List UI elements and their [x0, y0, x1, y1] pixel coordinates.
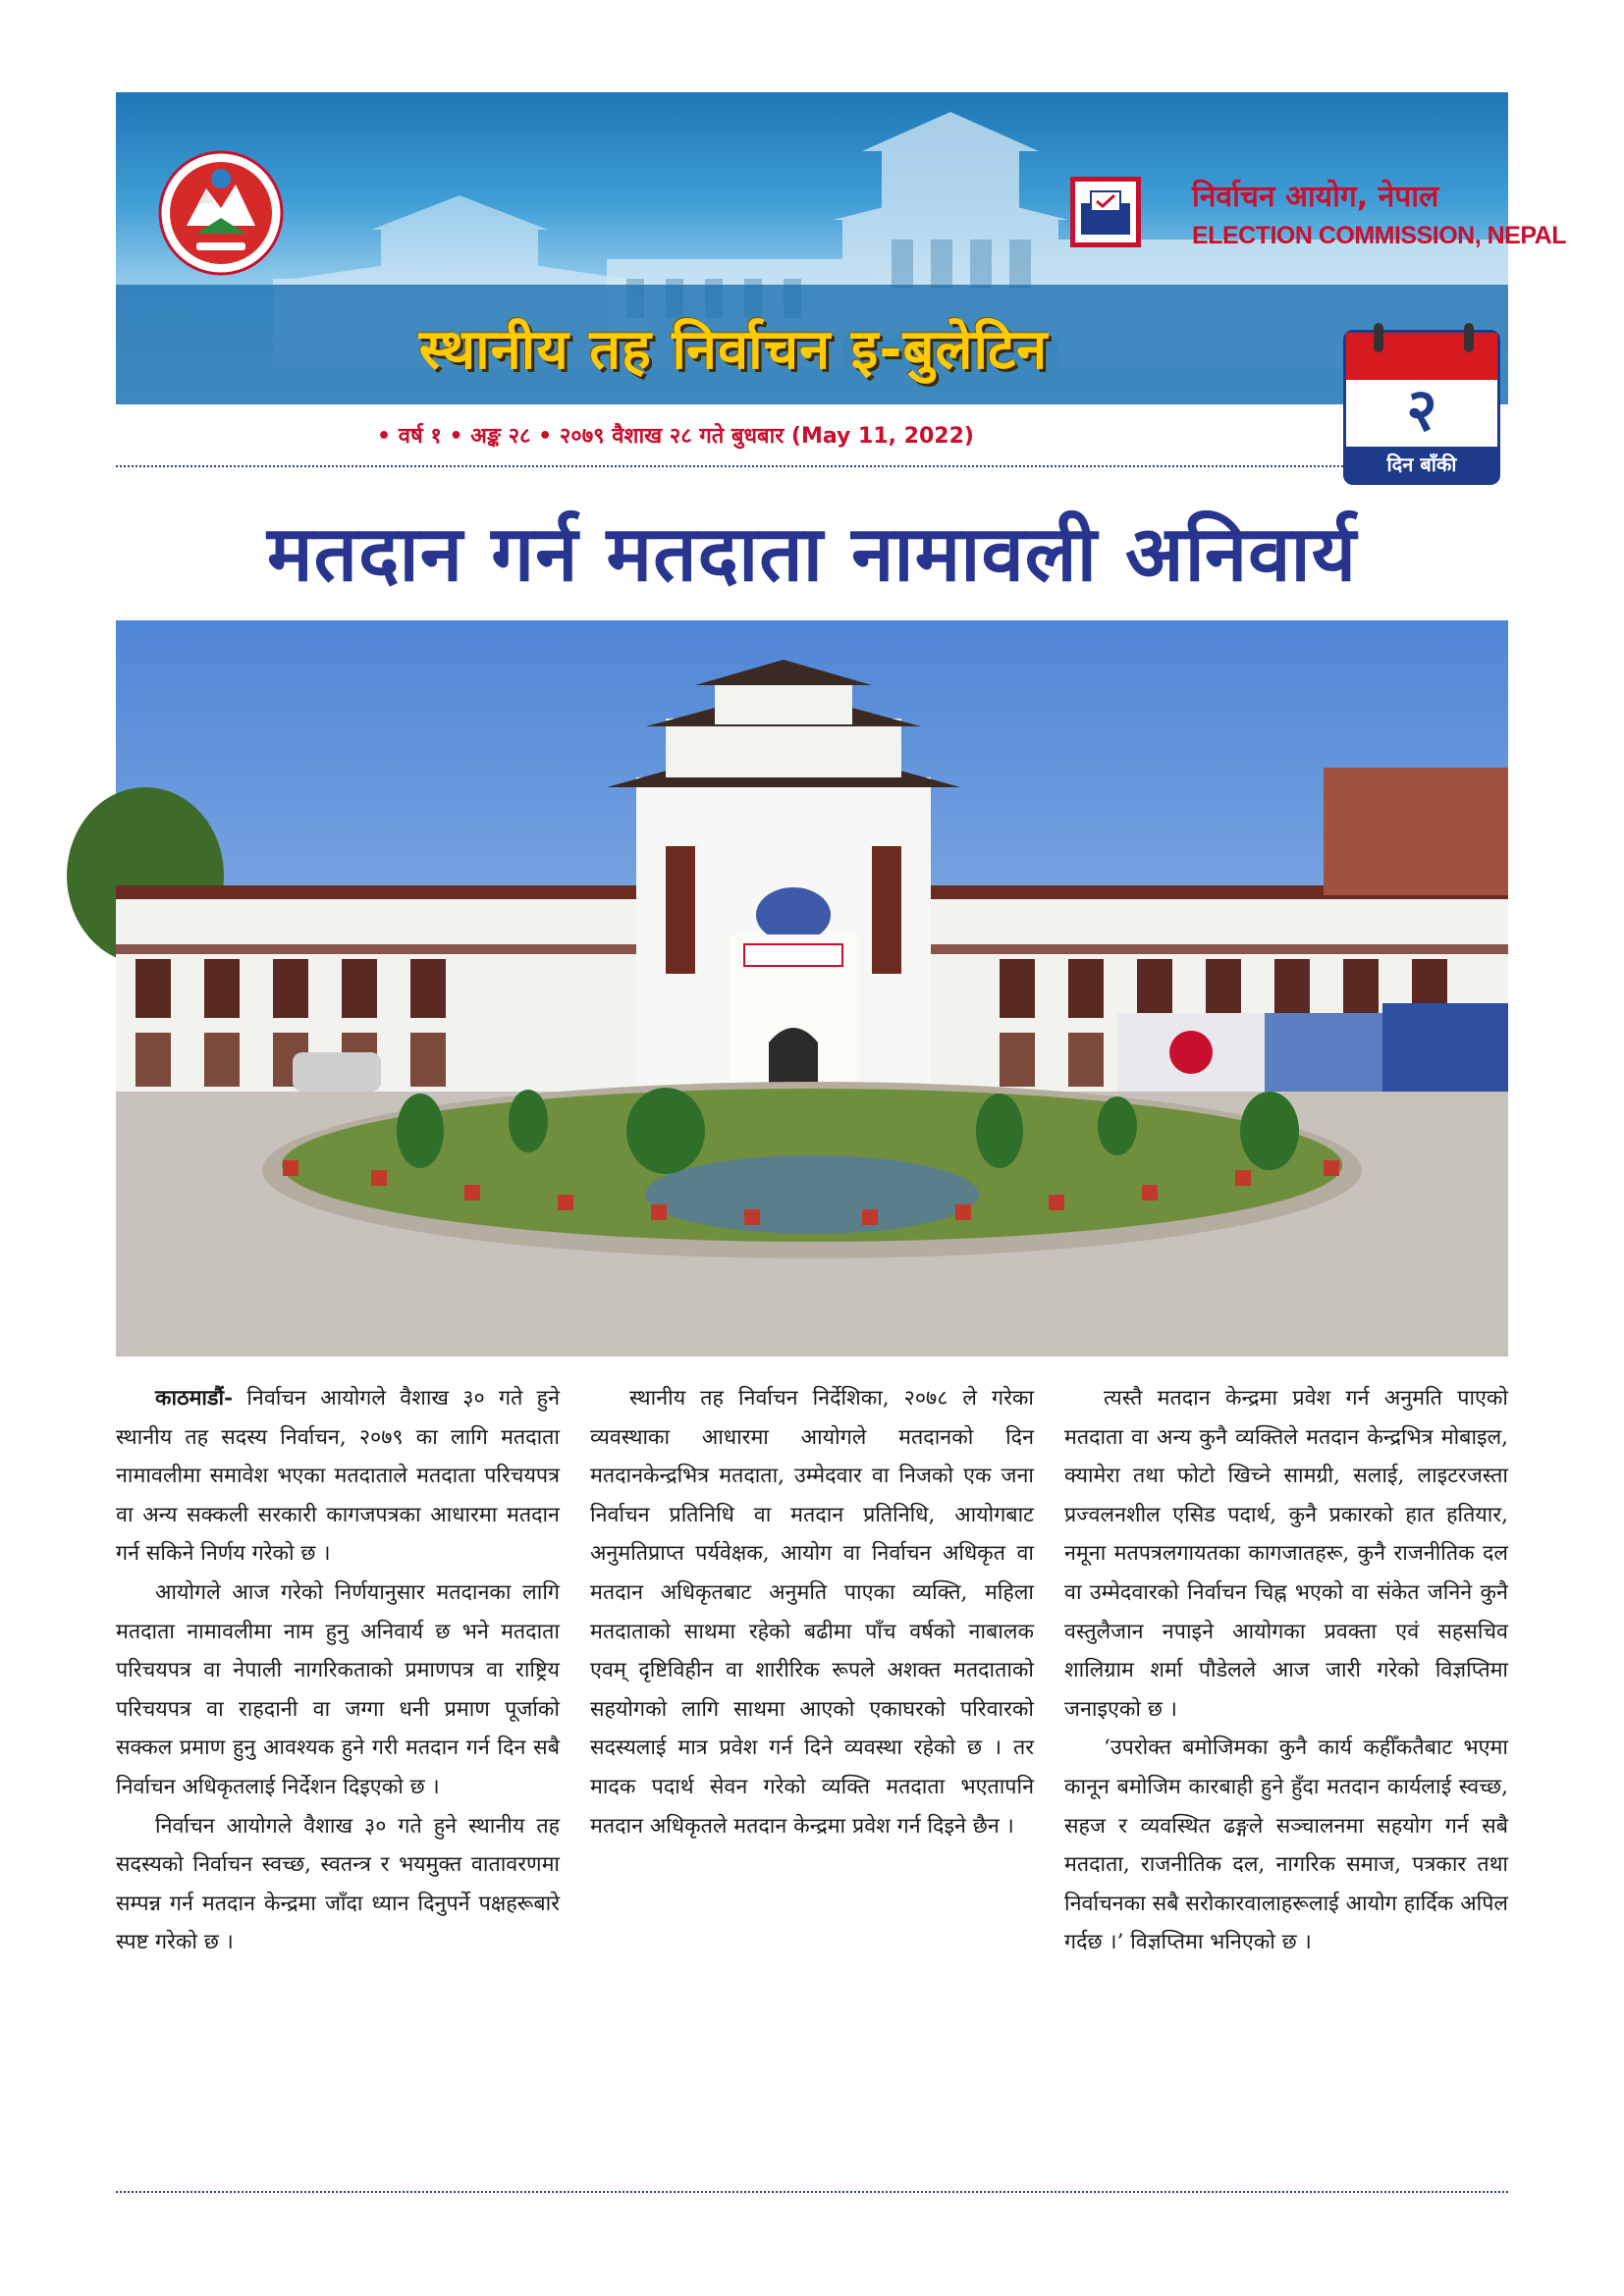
commission-name-nepali: निर्वाचन आयोग, नेपाल [1192, 180, 1439, 214]
article-column-1 [116, 1379, 560, 2184]
bulletin-title: स्थानीय तह निर्वाचन इ-बुलेटिन [418, 318, 1049, 382]
paragraph-text: निर्वाचन आयोगले वैशाख ३० गते हुने स्थानीय तह सदस्य निर्वाचन, २०७९ का लागि मतदाता नामावलीमा समावेश भएका मतदाताले मतदाता परिचयपत्र वा अन्य सक्कली सरकारी कागजपत्रका आधारमा मतदान गर्न सकिने निर्णय गरेको छ । [116, 1386, 560, 1567]
article-paragraph: आयोगले आज गरेको निर्णयानुसार मतदानका लागि मतदाता नामावलीमा नाम हुनु अनिवार्य छ भने मतदाता परिचयपत्र वा नेपाली नागरिकताको प्रमाणपत्र वा राष्ट्रिय परिचयपत्र वा राहदानी वा जग्गा धनी प्रमाण पूर्जाको सक्कल प्रमाण हुनु आवश्यक हुने गरी मतदान गर्न दिन सबै निर्वाचन अधिकृतलाई निर्देशन दिइएको छ । [116, 1579, 560, 1799]
article-paragraph: स्थानीय तह निर्वाचन निर्देशिका, २०७८ ले गरेका व्यवस्थाका आधारमा आयोगले मतदानको दिन मतदानकेन्द्रभित्र मतदाता, उम्मेदवार वा निजको एक जना निर्वाचन प्रतिनिधि वा मतदान प्रतिनिधि, आयोगबाट अनुमतिप्राप्त पर्यवेक्षक, आयोग वा निर्वाचन अधिकृत वा मतदान अधिकृतबाट अनुमति पाएका व्यक्ति, महिला मतदाताको साथमा रहेको बढीमा पाँच वर्षको नाबालक एवम् दृष्टिविहीन वा शारीरिक रूपले अशक्त मतदाताको सहयोगको लागि साथमा आएको एकाघरको परिवारको सदस्यलाई मात्र प्रवेश गर्न दिने व्यवस्था रहेको छ । तर मादक पदार्थ सेवन गरेको व्यक्ति मतदाता भएतापनि मतदान अधिकृतले मतदान केन्द्रमा प्रवेश गर्न दिइने छैन । [590, 1386, 1034, 1839]
days-remaining-number: २ [1406, 376, 1437, 445]
issue-info-line: • वर्ष १ • अङ्क २८ • २०७९ वैशाख २८ गते बुधबार (May 11, 2022) [377, 424, 974, 449]
election-commission-logo [1070, 177, 1141, 247]
divider-rule [116, 465, 1343, 467]
article-column-3 [1064, 1379, 1508, 2184]
footer-divider-rule [116, 2191, 1508, 2193]
article-paragraph: ‘उपरोक्त बमोजिमका कुनै कार्य कहीँकतैबाट भएमा कानून बमोजिम कारबाही हुने हुँदा मतदान कार्यलाई स्वच्छ, सहज र व्यवस्थित ढङ्गले सञ्चालनमा सहयोग गर्न सबै मतदाता, राजनीतिक दल, नागरिक समाज, पत्रकार तथा निर्वाचनका सबै सरोकारवालाहरूलाई आयोग हार्दिक अपिल गर्दछ ।’ विज्ञप्तिमा भनिएको छ । [1064, 1735, 1508, 1955]
header-banner [116, 92, 1566, 404]
headline: मतदान गर्न मतदाता नामावली अनिवार्य [267, 510, 1357, 599]
commission-name-english: ELECTION COMMISSION, NEPAL [1192, 222, 1566, 249]
calendar-ring-icon [1374, 323, 1383, 352]
calendar-ring-icon [1464, 323, 1474, 352]
dateline: काठमाडौं- [155, 1386, 233, 1411]
article-paragraph: निर्वाचन आयोगले वैशाख ३० गते हुने स्थानीय तह सदस्यको निर्वाचन स्वच्छ, स्वतन्त्र र भयमुक्त वातावरणमा सम्पन्न गर्न मतदान केन्द्रमा जाँदा ध्यान दिनुपर्ने पक्षहरूबारे स्पष्ट गरेको छ । [116, 1813, 560, 1955]
article-paragraph [116, 1379, 560, 1574]
article-column-2 [590, 1379, 1034, 2184]
calendar-header-bar [1346, 333, 1497, 380]
days-remaining-label: दिन बाँकी [1346, 447, 1497, 482]
nepal-government-emblem [157, 149, 285, 277]
countdown-calendar-badge [1343, 330, 1500, 485]
election-commission-building-photo [116, 620, 1508, 1357]
article-paragraph: त्यस्तै मतदान केन्द्रमा प्रवेश गर्न अनुमति पाएको मतदाता वा अन्य कुनै व्यक्तिले मतदान केन्द्रभित्र मोबाइल, क्यामेरा तथा फोटो खिच्ने सामग्री, सलाई, लाइटरजस्ता प्रज्वलनशील एसिड पदार्थ, कुनै प्रकारको हात हतियार, नमूना मतपत्रलगायतका कागजातहरू, कुनै राजनीतिक दल वा उम्मेदवारको निर्वाचन चिह्न भएको वा संकेत जनिने कुनै वस्तुलैजान नपाइने आयोगका प्रवक्ता एवं सहसचिव शालिग्राम शर्मा पौडेलले आज जारी गरेको विज्ञप्तिमा जनाइएको छ । [1064, 1386, 1508, 1722]
